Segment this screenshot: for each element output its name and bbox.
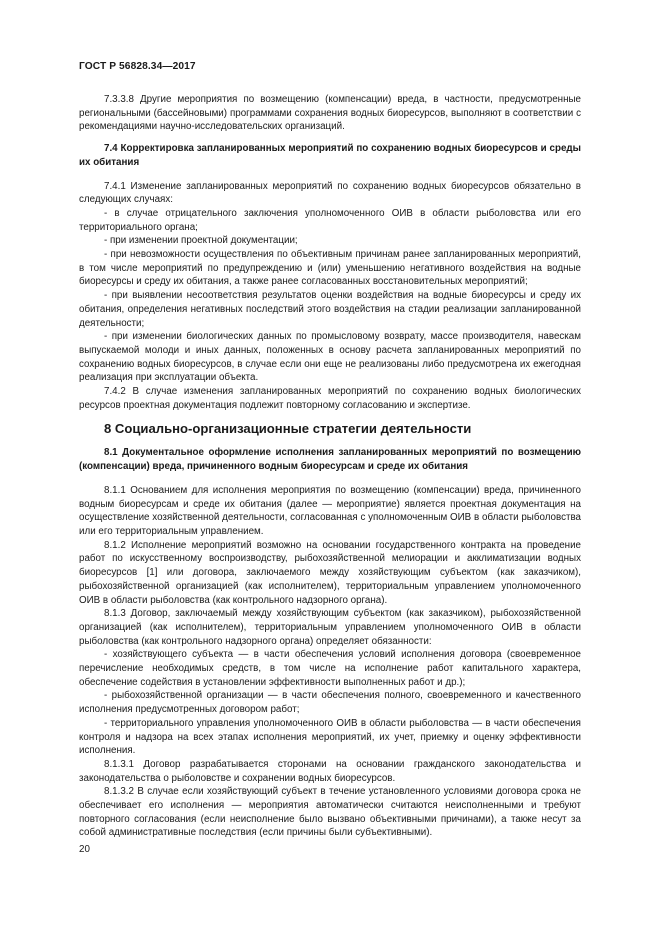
- list-item-8-1-3-b: - рыбохозяйственной организации — в части обеспечения полного, своевременного и качественного исполнения предусмотренных договором работ;: [79, 690, 581, 716]
- para-7-4-2: 7.4.2 В случае изменения запланированных мероприятий по сохранению водных биологических ресурсов проектная документация подлежит повторному согласованию и экспертизе.: [79, 386, 581, 411]
- para-8-1-3: 8.1.3 Договор, заключаемый между хозяйствующим субъектом (как заказчиком), рыбохозяйственной организацией (как исполнителем), территориальным управлением уполномоченного ОИВ в области рыболовства (как контрольного надзорного органа) определяет обязанности:: [79, 608, 581, 647]
- para-8-1-2: 8.1.2 Исполнение мероприятий возможно на основании государственного контракта на проведение работ по искусственному воспроизводству, рыбохозяйственной мелиорации и акклиматизации водных биоресурсов [1] или договора, заключаемого между хозяйствующим субъектом (как заказчиком), рыбохозяйственной организацией (как исполнителем), территориальным управлением уполномоченного ОИВ в области рыболовства (как контрольного надзорного органа).: [79, 539, 581, 606]
- page-number: 20: [79, 844, 90, 855]
- para-8-1-3-1: 8.1.3.1 Договор разрабатывается сторонами на основании гражданского законодательства и законодательства о рыболовстве и сохранении водных биоресурсов.: [79, 758, 581, 784]
- heading-section-8: 8 Социально-организационные стратегии деятельности: [104, 421, 472, 437]
- para-8-1-3-2: 8.1.3.2 В случае если хозяйствующий субъект в течение установленного условиями договора срока не обеспечивает его исполнения — мероприятия автоматически считаются неисполненными и требуют повторного согласования (если неисполнение было вызвано объективными причинами), а также несут за собой административные последствия (если причины были субъективными).: [79, 786, 581, 839]
- para-7-4-1: 7.4.1 Изменение запланированных мероприятий по сохранению водных биоресурсов обязательно в следующих случаях:: [79, 180, 581, 206]
- heading-7-4: 7.4 Корректировка запланированных мероприятий по сохранению водных биоресурсов и среды их обитания: [79, 143, 581, 168]
- list-item-7-4-1-b: - при изменении проектной документации;: [104, 235, 298, 247]
- document-code: ГОСТ Р 56828.34—2017: [79, 61, 196, 72]
- list-item-8-1-3-a: - хозяйствующего субъекта — в части обеспечения условий исполнения договора (своевременное перечисление необходимых средств, в том числе на исполнение работ капитального характера, обеспечение содействия в установлении эффективности выполненных работ и др.);: [79, 649, 581, 688]
- list-item-7-4-1-c: - при невозможности осуществления по объективным причинам ранее запланированных мероприятий, в том числе мероприятий по предупреждению и (или) уменьшению негативного воздействия на водные биоресурсы и среду их обитания, а также ранее согласованных восстановительных мероприятий;: [79, 249, 581, 288]
- document-body: [79, 93, 581, 840]
- list-item-7-4-1-a: - в случае отрицательного заключения уполномоченного ОИВ в области рыболовства или его территориального органа;: [79, 207, 581, 233]
- para-8-1-1: 8.1.1 Основанием для исполнения мероприятия по возмещению (компенсации) вреда, причиненного водным биоресурсам и среде их обитания (далее — мероприятие) является проектная документация на осуществление хозяйственной деятельности, согласованная с уполномоченным ОИВ в области рыболовства или его территориальным управлением.: [79, 484, 581, 537]
- list-item-8-1-3-c: - территориального управления уполномоченного ОИВ в области рыболовства — в части обеспечения контроля и надзора на всех этапах исполнения мероприятий, их учет, приемку и оценку эффективности исполнения.: [79, 717, 581, 757]
- list-item-7-4-1-e: - при изменении биологических данных по промысловому возврату, массе производителя, навескам выпускаемой молоди и иных данных, положенных в основу расчета запланированных мероприятий по сохранению водных биоресурсов, в случае если они еще не реализованы либо предусмотрена их ежегодная реализация при эксплуатации объекта.: [79, 331, 581, 384]
- list-item-7-4-1-d: - при выявлении несоответствия результатов оценки воздействия на водные биоресурсы и среду их обитания, определения негативных последствий этого воздействия на стадии реализации запланированной деятельности;: [79, 290, 581, 329]
- heading-8-1: 8.1 Документальное оформление исполнения запланированных мероприятий по возмещению (компенсации) вреда, причиненного водным биоресурсам и среде их обитания: [79, 447, 581, 473]
- para-7-3-3-8: 7.3.3.8 Другие мероприятия по возмещению (компенсации) вреда, в частности, предусмотренные региональными (бассейновыми) программами сохранения водных биоресурсов, выполняют в соответствии с рекомендациями научно-исследовательских организаций.: [79, 94, 581, 133]
